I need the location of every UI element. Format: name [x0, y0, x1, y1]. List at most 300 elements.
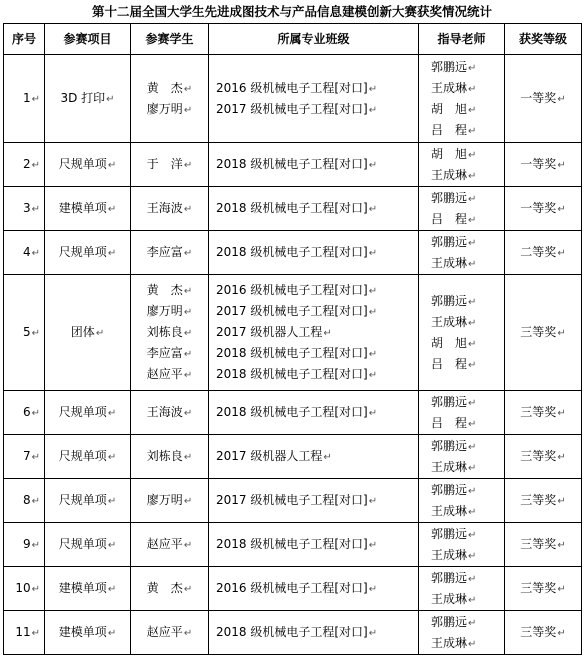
award-level-line	[505, 534, 581, 555]
paragraph-mark-icon: ↵	[107, 204, 117, 215]
teacher-names-text: 王成琳	[431, 503, 468, 518]
student-names-text: 黄 杰	[146, 581, 183, 595]
teacher-names-line	[431, 120, 504, 141]
teacher-names-text: 王成琳	[431, 459, 468, 474]
student-names	[131, 611, 209, 655]
row-number-text: 9	[22, 537, 31, 551]
table-row	[4, 479, 582, 523]
paragraph-mark-icon: ↵	[107, 628, 117, 639]
paragraph-mark-icon: ↵	[557, 452, 566, 463]
paragraph-mark-icon: ↵	[368, 83, 378, 95]
row-number-line	[4, 322, 40, 343]
teacher-names-line	[431, 209, 504, 230]
awards-table	[3, 23, 582, 655]
paragraph-mark-icon: ↵	[468, 149, 477, 161]
table-body	[4, 55, 582, 655]
paragraph-mark-icon: ↵	[368, 540, 378, 551]
class-names-line	[216, 99, 418, 120]
paragraph-mark-icon: ↵	[183, 370, 193, 381]
row-number-text: 7	[22, 449, 31, 463]
row-number	[4, 523, 45, 567]
award-level	[505, 143, 582, 187]
row-number-line	[4, 622, 40, 643]
teacher-names-text: 郭鹏远	[431, 614, 468, 629]
row-number-line	[4, 88, 40, 109]
class-names-line	[216, 154, 418, 175]
teacher-names-line	[431, 545, 504, 566]
class-names	[209, 479, 419, 523]
class-names-line	[216, 622, 418, 643]
paragraph-mark-icon: ↵	[107, 408, 117, 419]
event-item-text: 3D 打印	[60, 91, 106, 105]
student-names-text: 于 洋	[146, 157, 183, 171]
paragraph-mark-icon: ↵	[557, 204, 566, 215]
row-number-text: 11	[15, 625, 31, 639]
paragraph-mark-icon: ↵	[468, 193, 477, 205]
row-number	[4, 435, 45, 479]
paragraph-mark-icon: ↵	[183, 286, 193, 297]
teacher-names-line	[431, 188, 504, 209]
event-item-text: 尺规单项	[58, 537, 107, 551]
row-number	[4, 187, 45, 231]
class-names-line	[216, 301, 418, 322]
teacher-names	[419, 391, 505, 435]
paragraph-mark-icon: ↵	[95, 328, 105, 339]
teacher-names-line	[431, 253, 504, 274]
teacher-names-line	[431, 99, 504, 120]
row-number-text: 6	[22, 405, 31, 419]
class-names-text: 2018 级机械电子工程[对口]	[216, 405, 368, 419]
document-title: 第十二届全国大学生先进成图技术与产品信息建模创新大赛获奖情况统计	[91, 4, 492, 19]
teacher-names-line	[431, 501, 504, 522]
teacher-names-text: 王成琳	[431, 255, 468, 270]
paragraph-mark-icon: ↵	[557, 628, 566, 639]
paragraph-mark-icon: ↵	[323, 452, 332, 463]
paragraph-mark-icon: ↵	[468, 317, 477, 329]
paragraph-mark-icon: ↵	[31, 540, 40, 551]
teacher-names	[419, 55, 505, 143]
teacher-names-line	[431, 413, 504, 434]
row-number	[4, 479, 45, 523]
student-names-line	[131, 301, 208, 322]
teacher-names-line	[431, 291, 504, 312]
event-item-line	[45, 242, 130, 263]
award-level-text: 二等奖	[520, 245, 557, 259]
student-names-line	[131, 343, 208, 364]
student-names-line	[131, 446, 208, 467]
student-names	[131, 55, 209, 143]
teacher-names	[419, 143, 505, 187]
paragraph-mark-icon: ↵	[31, 408, 40, 419]
event-item-text: 建模单项	[58, 201, 107, 215]
award-level-line	[505, 446, 581, 467]
teacher-names-line	[431, 312, 504, 333]
student-names-text: 李应富	[146, 245, 183, 259]
teacher-names-text: 王成琳	[431, 80, 468, 95]
student-names-text: 廖万明	[146, 493, 183, 507]
paragraph-mark-icon: ↵	[557, 94, 566, 105]
paragraph-mark-icon: ↵	[368, 104, 378, 116]
student-names-text: 赵应平	[146, 625, 183, 639]
teacher-names	[419, 187, 505, 231]
class-names	[209, 567, 419, 611]
event-item	[45, 479, 131, 523]
teacher-names-line	[431, 589, 504, 610]
class-names-line	[216, 242, 418, 263]
paragraph-mark-icon: ↵	[368, 160, 378, 171]
award-level	[505, 567, 582, 611]
student-names-line	[131, 622, 208, 643]
class-names	[209, 231, 419, 275]
student-names-text: 黄 杰	[146, 80, 183, 95]
event-item-line	[45, 490, 130, 511]
award-level-line	[505, 88, 581, 109]
table-row	[4, 391, 582, 435]
event-item	[45, 435, 131, 479]
award-level	[505, 479, 582, 523]
award-level	[505, 523, 582, 567]
class-names	[209, 275, 419, 391]
row-number-text: 8	[22, 493, 31, 507]
teacher-names-line	[431, 144, 504, 165]
student-names	[131, 391, 209, 435]
event-item-line	[45, 402, 130, 423]
paragraph-mark-icon: ↵	[31, 94, 40, 105]
row-number-text: 10	[15, 581, 31, 595]
class-names-text: 2018 级机械电子工程[对口]	[216, 201, 368, 215]
student-names	[131, 143, 209, 187]
paragraph-mark-icon: ↵	[468, 573, 477, 585]
table-row	[4, 435, 582, 479]
teacher-names-text: 郭鹏远	[431, 394, 468, 409]
student-names-text: 黄 杰	[146, 283, 183, 297]
teacher-names-text: 郭鹏远	[431, 482, 468, 497]
paragraph-mark-icon: ↵	[183, 204, 193, 215]
row-number-line	[4, 402, 40, 423]
award-level-text: 一等奖	[520, 201, 557, 215]
award-level-text: 三等奖	[520, 449, 557, 463]
paragraph-mark-icon: ↵	[183, 307, 193, 318]
row-number-line	[4, 490, 40, 511]
row-number-line	[4, 154, 40, 175]
award-level	[505, 391, 582, 435]
paragraph-mark-icon: ↵	[468, 462, 477, 474]
award-level-line	[505, 322, 581, 343]
paragraph-mark-icon: ↵	[468, 258, 477, 270]
event-item	[45, 275, 131, 391]
award-level-text: 一等奖	[520, 91, 557, 105]
row-number-text: 3	[22, 201, 31, 215]
paragraph-mark-icon: ↵	[468, 418, 477, 430]
header-item: 参赛项目	[45, 24, 131, 55]
table-row	[4, 143, 582, 187]
row-number	[4, 55, 45, 143]
class-names-text: 2016 级机械电子工程[对口]	[216, 80, 368, 95]
event-item	[45, 391, 131, 435]
teacher-names-line	[431, 392, 504, 413]
class-names-text: 2016 级机械电子工程[对口]	[216, 581, 368, 595]
paragraph-mark-icon: ↵	[31, 452, 40, 463]
class-names	[209, 611, 419, 655]
table-header-row	[4, 24, 582, 55]
teacher-names-text: 王成琳	[431, 635, 468, 650]
paragraph-mark-icon: ↵	[368, 248, 378, 259]
award-level	[505, 611, 582, 655]
student-names-line	[131, 490, 208, 511]
class-names-text: 2018 级机械电子工程[对口]	[216, 245, 368, 259]
student-names-line	[131, 364, 208, 385]
paragraph-mark-icon: ↵	[468, 638, 477, 650]
event-item	[45, 187, 131, 231]
header-students: 参赛学生	[131, 24, 209, 55]
event-item	[45, 143, 131, 187]
class-names-line	[216, 402, 418, 423]
student-names-line	[131, 99, 208, 120]
teacher-names-line	[431, 57, 504, 78]
class-names-line	[216, 280, 418, 301]
award-level	[505, 187, 582, 231]
award-level-line	[505, 154, 581, 175]
award-level-line	[505, 578, 581, 599]
paragraph-mark-icon: ↵	[468, 296, 477, 308]
event-item-text: 尺规单项	[58, 245, 107, 259]
paragraph-mark-icon: ↵	[183, 628, 193, 639]
teacher-names	[419, 275, 505, 391]
award-level-text: 三等奖	[520, 625, 557, 639]
class-names-text: 2017 级机械电子工程[对口]	[216, 493, 368, 507]
teacher-names-line	[431, 165, 504, 186]
event-item-line	[45, 322, 130, 343]
paragraph-mark-icon: ↵	[557, 160, 566, 171]
paragraph-mark-icon: ↵	[31, 160, 40, 171]
teacher-names-text: 郭鹏远	[431, 570, 468, 585]
class-names	[209, 523, 419, 567]
paragraph-mark-icon: ↵	[557, 248, 566, 259]
award-level	[505, 55, 582, 143]
paragraph-mark-icon: ↵	[183, 160, 193, 171]
paragraph-mark-icon: ↵	[31, 328, 40, 339]
teacher-names-text: 吕 程	[431, 356, 468, 371]
paragraph-mark-icon: ↵	[31, 248, 40, 259]
row-number	[4, 611, 45, 655]
row-number	[4, 391, 45, 435]
paragraph-mark-icon: ↵	[368, 496, 378, 507]
row-number	[4, 275, 45, 391]
class-names-text: 2017 级机器人工程	[216, 449, 323, 463]
event-item	[45, 231, 131, 275]
teacher-names-text: 吕 程	[431, 122, 468, 137]
paragraph-mark-icon: ↵	[31, 204, 40, 215]
teacher-names	[419, 479, 505, 523]
teacher-names-line	[431, 612, 504, 633]
teacher-names-text: 吕 程	[431, 211, 468, 226]
paragraph-mark-icon: ↵	[468, 104, 477, 116]
teacher-names-text: 王成琳	[431, 314, 468, 329]
paragraph-mark-icon: ↵	[468, 125, 477, 137]
class-names-line	[216, 578, 418, 599]
paragraph-mark-icon: ↵	[468, 506, 477, 518]
paragraph-mark-icon: ↵	[557, 496, 566, 507]
event-item-line	[45, 446, 130, 467]
paragraph-mark-icon: ↵	[107, 248, 117, 259]
paragraph-mark-icon: ↵	[468, 83, 477, 95]
paragraph-mark-icon: ↵	[107, 540, 117, 551]
row-number-text: 5	[22, 325, 31, 339]
teacher-names	[419, 611, 505, 655]
paragraph-mark-icon: ↵	[183, 540, 193, 551]
teacher-names-text: 吕 程	[431, 415, 468, 430]
student-names-text: 王海波	[146, 201, 183, 215]
award-level-line	[505, 242, 581, 263]
header-no: 序号	[4, 24, 45, 55]
teacher-names-text: 郭鹏远	[431, 190, 468, 205]
teacher-names-line	[431, 633, 504, 654]
paragraph-mark-icon: ↵	[468, 529, 477, 541]
class-names-text: 2018 级机械电子工程[对口]	[216, 346, 368, 360]
award-level	[505, 435, 582, 479]
paragraph-mark-icon: ↵	[468, 338, 477, 350]
student-names-text: 刘栋良	[146, 449, 183, 463]
class-names-text: 2018 级机械电子工程[对口]	[216, 625, 368, 639]
event-item-text: 尺规单项	[58, 405, 107, 419]
paragraph-mark-icon: ↵	[183, 104, 193, 116]
table-row	[4, 187, 582, 231]
award-level-line	[505, 490, 581, 511]
student-names-text: 廖万明	[146, 304, 183, 318]
class-names-line	[216, 322, 418, 343]
row-number-text: 2	[22, 157, 31, 171]
student-names-line	[131, 534, 208, 555]
teacher-names	[419, 231, 505, 275]
class-names	[209, 187, 419, 231]
event-item-line	[45, 622, 130, 643]
student-names	[131, 523, 209, 567]
paragraph-mark-icon: ↵	[368, 349, 378, 360]
teacher-names-text: 王成琳	[431, 167, 468, 182]
paragraph-mark-icon: ↵	[183, 584, 193, 595]
row-number-line	[4, 198, 40, 219]
student-names-line	[131, 322, 208, 343]
class-names	[209, 143, 419, 187]
paragraph-mark-icon: ↵	[368, 584, 378, 595]
class-names-line	[216, 78, 418, 99]
paragraph-mark-icon: ↵	[183, 248, 193, 259]
award-level-line	[505, 198, 581, 219]
class-names-text: 2017 级机器人工程	[216, 325, 323, 339]
student-names-text: 王海波	[146, 405, 183, 419]
paragraph-mark-icon: ↵	[368, 286, 378, 297]
teacher-names-text: 王成琳	[431, 591, 468, 606]
row-number-line	[4, 534, 40, 555]
student-names	[131, 479, 209, 523]
student-names-line	[131, 402, 208, 423]
row-number-line	[4, 446, 40, 467]
teacher-names-text: 郭鹏远	[431, 293, 468, 308]
paragraph-mark-icon: ↵	[557, 408, 566, 419]
event-item-text: 尺规单项	[58, 449, 107, 463]
student-names-text: 赵应平	[146, 537, 183, 551]
row-number-line	[4, 242, 40, 263]
event-item-text: 尺规单项	[58, 493, 107, 507]
table-row	[4, 523, 582, 567]
paragraph-mark-icon: ↵	[468, 237, 477, 249]
paragraph-mark-icon: ↵	[106, 94, 115, 105]
event-item-text: 尺规单项	[58, 157, 107, 171]
class-names	[209, 435, 419, 479]
paragraph-mark-icon: ↵	[557, 540, 566, 551]
paragraph-mark-icon: ↵	[183, 408, 193, 419]
row-number	[4, 143, 45, 187]
paragraph-mark-icon: ↵	[368, 370, 378, 381]
event-item-line	[45, 578, 130, 599]
class-names	[209, 55, 419, 143]
class-names-line	[216, 343, 418, 364]
paragraph-mark-icon: ↵	[368, 628, 378, 639]
paragraph-mark-icon: ↵	[323, 328, 332, 339]
paragraph-mark-icon: ↵	[368, 307, 378, 318]
teacher-names-text: 胡 旭	[431, 335, 468, 350]
paragraph-mark-icon: ↵	[468, 617, 477, 629]
paragraph-mark-icon: ↵	[183, 83, 193, 95]
award-level-text: 三等奖	[520, 581, 557, 595]
event-item	[45, 611, 131, 655]
event-item	[45, 567, 131, 611]
student-names-line	[131, 198, 208, 219]
paragraph-mark-icon: ↵	[107, 452, 117, 463]
teacher-names	[419, 523, 505, 567]
paragraph-mark-icon: ↵	[557, 328, 566, 339]
teacher-names-text: 郭鹏远	[431, 526, 468, 541]
teacher-names-line	[431, 524, 504, 545]
table-row	[4, 275, 582, 391]
header-class: 所属专业班级	[209, 24, 419, 55]
row-number	[4, 567, 45, 611]
event-item-text: 建模单项	[58, 625, 107, 639]
paragraph-mark-icon: ↵	[468, 170, 477, 182]
teacher-names-text: 胡 旭	[431, 146, 468, 161]
paragraph-mark-icon: ↵	[468, 441, 477, 453]
class-names-text: 2017 级机械电子工程[对口]	[216, 304, 368, 318]
class-names	[209, 391, 419, 435]
class-names-line	[216, 198, 418, 219]
paragraph-mark-icon: ↵	[468, 550, 477, 562]
class-names-line	[216, 534, 418, 555]
student-names	[131, 275, 209, 391]
paragraph-mark-icon: ↵	[107, 496, 117, 507]
class-names-text: 2018 级机械电子工程[对口]	[216, 157, 368, 171]
teacher-names-text: 王成琳	[431, 547, 468, 562]
paragraph-mark-icon: ↵	[468, 62, 477, 74]
student-names-text: 廖万明	[146, 101, 183, 116]
student-names	[131, 231, 209, 275]
class-names-line	[216, 490, 418, 511]
class-names-text: 2017 级机械电子工程[对口]	[216, 101, 368, 116]
student-names	[131, 567, 209, 611]
award-level	[505, 231, 582, 275]
class-names-line	[216, 446, 418, 467]
paragraph-mark-icon: ↵	[468, 485, 477, 497]
event-item-text: 团体	[70, 325, 95, 339]
teacher-names-line	[431, 78, 504, 99]
header-teachers: 指导老师	[419, 24, 505, 55]
event-item	[45, 55, 131, 143]
table-row	[4, 611, 582, 655]
student-names-line	[131, 280, 208, 301]
student-names-line	[131, 578, 208, 599]
paragraph-mark-icon: ↵	[468, 214, 477, 226]
award-level-text: 一等奖	[520, 157, 557, 171]
table-row	[4, 55, 582, 143]
